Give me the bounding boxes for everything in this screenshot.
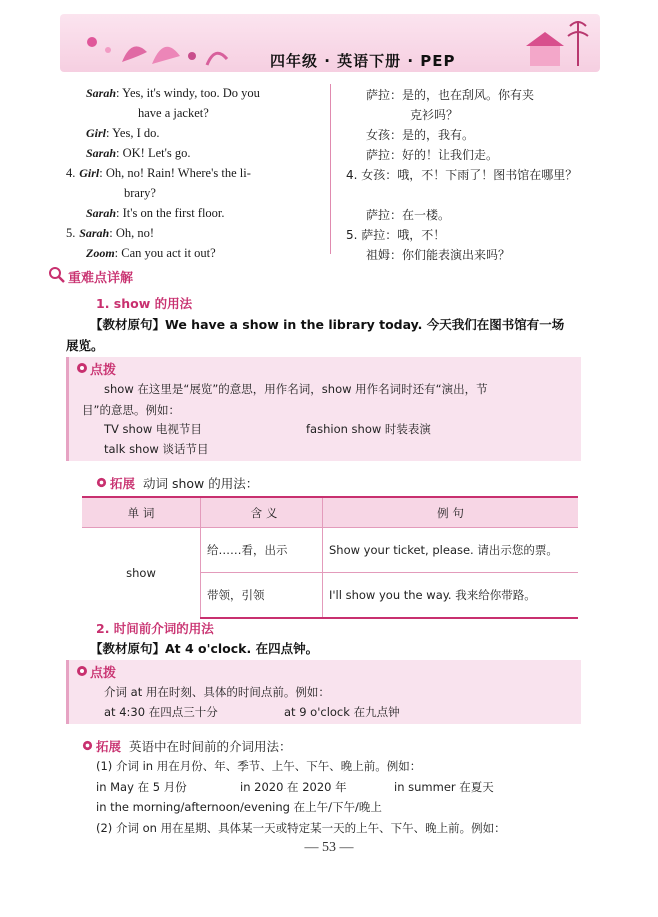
table-cell-example: I'll show you the way. 我来给你带路。 xyxy=(323,573,579,619)
example-item: fashion show 时装表演 xyxy=(306,422,431,436)
show-usage-table xyxy=(82,496,578,619)
magnifier-icon xyxy=(48,266,66,284)
example-item: in summer 在夏天 xyxy=(394,780,494,794)
table-cell-word: show xyxy=(82,528,201,619)
table-header: 例 句 xyxy=(323,497,579,528)
point2-extension: 拓展 英语中在时间前的介词用法： xyxy=(96,739,292,754)
example-item: at 4:30 在四点三十分 xyxy=(104,705,218,719)
dialog-line: Girl: Yes, I do. xyxy=(86,126,160,140)
table-header: 单 词 xyxy=(82,497,201,528)
flower-decoration-icon xyxy=(72,20,242,70)
point1-extension: 拓展 动词 show 的用法： xyxy=(110,476,259,491)
table-cell-example: Show your ticket, please. 请出示您的票。 xyxy=(323,528,579,573)
column-divider xyxy=(330,84,331,254)
section-title: 重难点详解 xyxy=(68,271,134,286)
example-item: in the morning/afternoon/evening 在上午/下午/晚上 xyxy=(96,800,382,814)
page-number: — 53 — xyxy=(304,840,354,855)
dialog-line: 5. Sarah: Oh, no! xyxy=(66,226,155,240)
dialog-line: Sarah: Yes, it's windy, too. Do you xyxy=(86,86,260,100)
dialog-line: Sarah: It's on the first floor. xyxy=(86,206,225,220)
point1-source-sentence-cont: 展览。 xyxy=(66,338,104,353)
point1-tip-text-cont: 目”的意思。例如： xyxy=(82,403,180,417)
dialog-line: brary? xyxy=(124,186,156,200)
dialog-line: Zoom: Can you act it out? xyxy=(86,246,216,260)
dialog-translation: 克衫吗？ xyxy=(410,108,459,122)
dialog-line: have a jacket? xyxy=(138,106,209,120)
point2-heading: 2. 时间前介词的用法 xyxy=(96,621,214,636)
prep-rule-on: (2) 介词 on 用在星期、具体某一天或特定某一天的上午、下午、晚上前。例如： xyxy=(96,821,506,835)
prep-rule-in: (1) 介词 in 用在月份、年、季节、上午、下午、晚上前。例如： xyxy=(96,759,422,773)
dialog-translation: 萨拉：好的！让我们走。 xyxy=(366,148,499,162)
bullet-icon xyxy=(76,362,88,374)
page-header-banner xyxy=(60,14,600,72)
dialog-translation: 萨拉：在一楼。 xyxy=(366,208,451,222)
table-cell-meaning: 给……看，出示 xyxy=(201,528,323,573)
dialog-translation: 萨拉：是的，也在刮风。你有夹 xyxy=(366,88,535,102)
point1-heading: 1. show 的用法 xyxy=(96,296,193,311)
point2-tip-text: 介词 at 用在时刻、具体的时间点前。例如： xyxy=(104,685,330,699)
point1-source-sentence: 【教材原句】We have a show in the library today. 今天我们在图书馆有一场 xyxy=(90,317,565,332)
dialog-translation: 4. 女孩：哦，不！下雨了！图书馆在哪里？ xyxy=(346,168,578,182)
point1-tip-text: show 在这里是“展览”的意思，用作名词，show 用作名词时还有“演出，节 xyxy=(104,382,488,396)
bullet-icon xyxy=(96,477,107,488)
dialog-line: Sarah: OK! Let's go. xyxy=(86,146,191,160)
point2-source-sentence: 【教材原句】At 4 o'clock. 在四点钟。 xyxy=(90,641,319,656)
dialog-translation: 祖姆：你们能表演出来吗？ xyxy=(366,248,511,262)
table-header: 含 义 xyxy=(201,497,323,528)
table-row xyxy=(82,528,578,573)
point1-tip-title: 点拨 xyxy=(90,363,117,378)
dialog-translation: 5. 萨拉：哦，不！ xyxy=(346,228,446,242)
example-item: in 2020 在 2020 年 xyxy=(240,780,347,794)
example-item: talk show 谈话节目 xyxy=(104,442,209,456)
bullet-icon xyxy=(82,740,93,751)
example-item: TV show 电视节目 xyxy=(104,422,202,436)
table-cell-meaning: 带领，引领 xyxy=(201,573,323,619)
example-item: at 9 o'clock 在九点钟 xyxy=(284,705,400,719)
dialog-line: 4. Girl: Oh, no! Rain! Where's the li- xyxy=(66,166,251,180)
point2-tip-title: 点拨 xyxy=(90,666,117,681)
dialog-translation: 女孩：是的，我有。 xyxy=(366,128,475,142)
bullet-icon xyxy=(76,665,88,677)
house-tree-decoration-icon xyxy=(490,16,595,71)
example-item: in May 在 5 月份 xyxy=(96,780,187,794)
book-title: 四年级 · 英语下册 · PEP xyxy=(270,52,456,70)
